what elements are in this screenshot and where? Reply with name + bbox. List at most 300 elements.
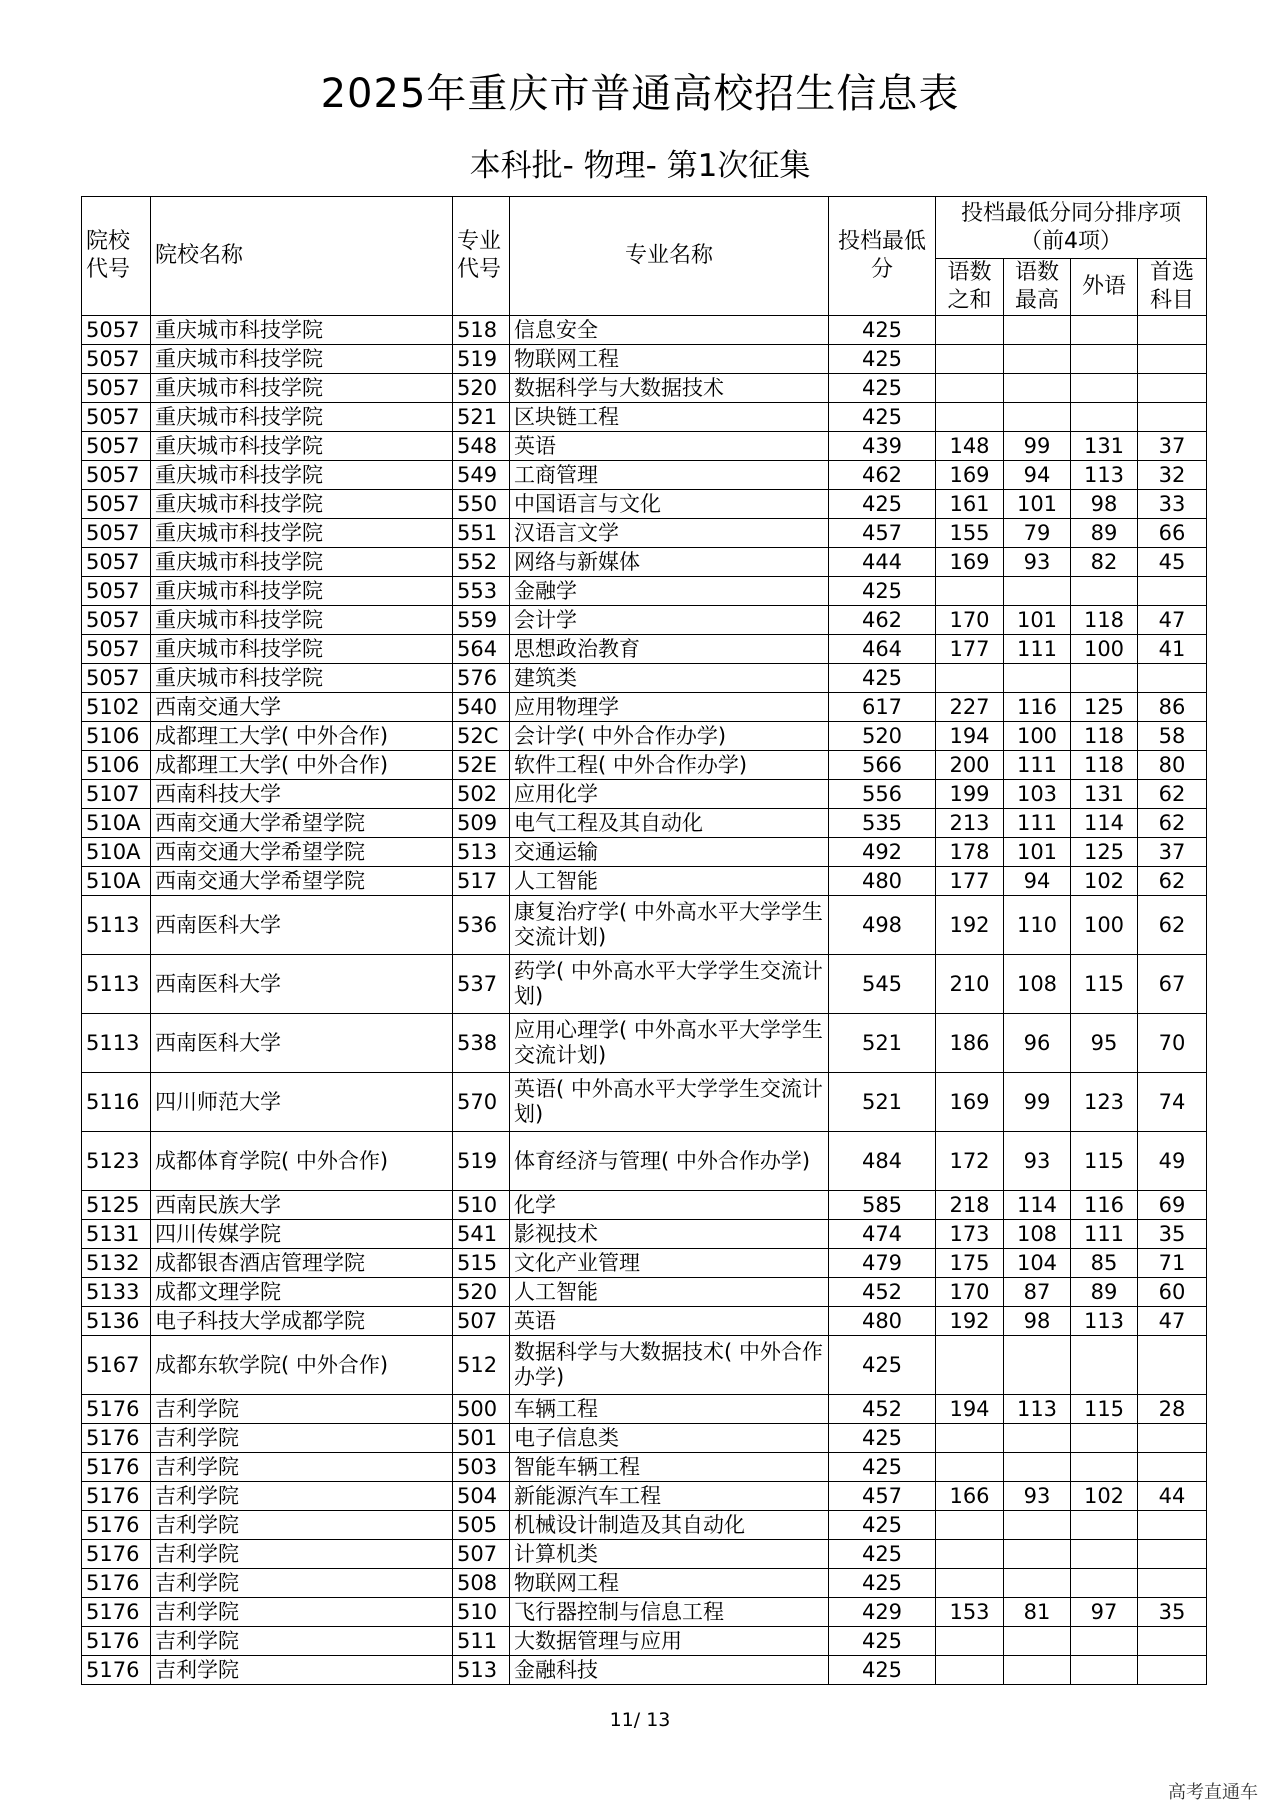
cell-major-name: 计算机类 xyxy=(510,1540,829,1569)
cell-primary-subject: 44 xyxy=(1138,1482,1207,1511)
cell-major-code: 52C xyxy=(453,722,510,751)
cell-school-name: 重庆城市科技学院 xyxy=(151,374,453,403)
table-row xyxy=(82,606,1207,635)
cell-chinese-math-max: 110 xyxy=(1004,896,1071,955)
cell-primary-subject xyxy=(1138,1336,1207,1395)
table-row xyxy=(82,1656,1207,1685)
cell-min-score: 444 xyxy=(829,548,936,577)
cell-min-score: 425 xyxy=(829,345,936,374)
table-row xyxy=(82,1482,1207,1511)
table-row xyxy=(82,751,1207,780)
cell-primary-subject xyxy=(1138,1627,1207,1656)
cell-major-name: 思想政治教育 xyxy=(510,635,829,664)
cell-primary-subject: 86 xyxy=(1138,693,1207,722)
cell-foreign-language xyxy=(1071,1569,1138,1598)
table-row xyxy=(82,1569,1207,1598)
cell-school-name: 成都理工大学( 中外合作) xyxy=(151,722,453,751)
cell-school-code: 510A xyxy=(82,809,151,838)
cell-major-name: 车辆工程 xyxy=(510,1395,829,1424)
cell-chinese-math-max: 87 xyxy=(1004,1278,1071,1307)
cell-primary-subject: 35 xyxy=(1138,1220,1207,1249)
table-row xyxy=(82,1598,1207,1627)
cell-school-name: 西南交通大学希望学院 xyxy=(151,809,453,838)
cell-foreign-language: 118 xyxy=(1071,606,1138,635)
cell-major-name: 物联网工程 xyxy=(510,1569,829,1598)
table-row xyxy=(82,345,1207,374)
cell-primary-subject: 41 xyxy=(1138,635,1207,664)
cell-school-code: 5176 xyxy=(82,1569,151,1598)
table-row xyxy=(82,432,1207,461)
page-subtitle: 本科批- 物理- 第1次征集 xyxy=(469,148,811,184)
cell-school-name: 重庆城市科技学院 xyxy=(151,490,453,519)
cell-school-code: 5057 xyxy=(82,577,151,606)
cell-major-name: 金融学 xyxy=(510,577,829,606)
cell-foreign-language: 100 xyxy=(1071,896,1138,955)
cell-primary-subject: 45 xyxy=(1138,548,1207,577)
cell-min-score: 425 xyxy=(829,1569,936,1598)
cell-chinese-math-max xyxy=(1004,1424,1071,1453)
cell-chinese-math-sum xyxy=(936,1656,1004,1685)
cell-major-code: 518 xyxy=(453,316,510,345)
cell-chinese-math-sum xyxy=(936,1424,1004,1453)
cell-min-score: 521 xyxy=(829,1073,936,1132)
cell-min-score: 452 xyxy=(829,1395,936,1424)
cell-chinese-math-sum: 166 xyxy=(936,1482,1004,1511)
table-row xyxy=(82,722,1207,751)
cell-major-name: 人工智能 xyxy=(510,1278,829,1307)
cell-school-name: 成都银杏酒店管理学院 xyxy=(151,1249,453,1278)
cell-chinese-math-max xyxy=(1004,1336,1071,1395)
cell-min-score: 429 xyxy=(829,1598,936,1627)
cell-school-name: 重庆城市科技学院 xyxy=(151,664,453,693)
cell-school-code: 510A xyxy=(82,867,151,896)
cell-chinese-math-sum xyxy=(936,403,1004,432)
cell-school-name: 西南医科大学 xyxy=(151,896,453,955)
cell-school-name: 重庆城市科技学院 xyxy=(151,345,453,374)
cell-major-name: 电气工程及其自动化 xyxy=(510,809,829,838)
table-row xyxy=(82,664,1207,693)
cell-school-name: 四川传媒学院 xyxy=(151,1220,453,1249)
cell-school-name: 成都文理学院 xyxy=(151,1278,453,1307)
cell-school-name: 吉利学院 xyxy=(151,1627,453,1656)
cell-foreign-language: 102 xyxy=(1071,1482,1138,1511)
cell-major-name: 电子信息类 xyxy=(510,1424,829,1453)
cell-chinese-math-max xyxy=(1004,316,1071,345)
cell-foreign-language: 95 xyxy=(1071,1014,1138,1073)
cell-chinese-math-sum: 192 xyxy=(936,896,1004,955)
cell-major-code: 570 xyxy=(453,1073,510,1132)
cell-chinese-math-sum: 172 xyxy=(936,1132,1004,1191)
table-row xyxy=(82,577,1207,606)
cell-chinese-math-max: 101 xyxy=(1004,606,1071,635)
cell-major-name: 数据科学与大数据技术( 中外合作办学) xyxy=(510,1336,829,1395)
cell-major-name: 文化产业管理 xyxy=(510,1249,829,1278)
cell-chinese-math-sum xyxy=(936,1453,1004,1482)
cell-major-code: 519 xyxy=(453,1132,510,1191)
cell-school-name: 重庆城市科技学院 xyxy=(151,316,453,345)
cell-chinese-math-sum xyxy=(936,577,1004,606)
cell-school-code: 5176 xyxy=(82,1540,151,1569)
cell-foreign-language: 131 xyxy=(1071,432,1138,461)
cell-min-score: 521 xyxy=(829,1014,936,1073)
cell-foreign-language: 89 xyxy=(1071,519,1138,548)
cell-major-name: 软件工程( 中外合作办学) xyxy=(510,751,829,780)
cell-major-code: 548 xyxy=(453,432,510,461)
cell-major-code: 538 xyxy=(453,1014,510,1073)
cell-chinese-math-max xyxy=(1004,577,1071,606)
cell-chinese-math-max: 113 xyxy=(1004,1395,1071,1424)
cell-foreign-language xyxy=(1071,1656,1138,1685)
header-school-name: 院校名称 xyxy=(151,197,453,316)
cell-foreign-language: 102 xyxy=(1071,867,1138,896)
cell-chinese-math-sum xyxy=(936,1627,1004,1656)
cell-major-code: 541 xyxy=(453,1220,510,1249)
cell-chinese-math-sum: 227 xyxy=(936,693,1004,722)
cell-chinese-math-max: 108 xyxy=(1004,955,1071,1014)
header-foreign-language: 外语 xyxy=(1071,259,1138,316)
cell-school-code: 5132 xyxy=(82,1249,151,1278)
cell-chinese-math-max xyxy=(1004,345,1071,374)
cell-primary-subject xyxy=(1138,403,1207,432)
corner-watermark-text: 高考直通车 xyxy=(1168,1782,1258,1803)
cell-foreign-language: 115 xyxy=(1071,1132,1138,1191)
header-chinese-math-max: 语数最高 xyxy=(1004,259,1071,316)
table-body xyxy=(82,316,1207,1685)
cell-foreign-language xyxy=(1071,1540,1138,1569)
cell-major-name: 大数据管理与应用 xyxy=(510,1627,829,1656)
cell-chinese-math-sum: 148 xyxy=(936,432,1004,461)
cell-primary-subject: 62 xyxy=(1138,780,1207,809)
table-row xyxy=(82,1191,1207,1220)
cell-min-score: 479 xyxy=(829,1249,936,1278)
cell-school-name: 吉利学院 xyxy=(151,1482,453,1511)
cell-foreign-language: 97 xyxy=(1071,1598,1138,1627)
cell-foreign-language xyxy=(1071,1336,1138,1395)
table-row xyxy=(82,403,1207,432)
table-row xyxy=(82,1336,1207,1395)
cell-school-name: 吉利学院 xyxy=(151,1453,453,1482)
cell-chinese-math-sum xyxy=(936,1569,1004,1598)
cell-school-name: 重庆城市科技学院 xyxy=(151,577,453,606)
cell-primary-subject: 74 xyxy=(1138,1073,1207,1132)
cell-chinese-math-sum: 161 xyxy=(936,490,1004,519)
cell-chinese-math-sum: 155 xyxy=(936,519,1004,548)
cell-foreign-language xyxy=(1071,577,1138,606)
cell-major-name: 英语 xyxy=(510,432,829,461)
cell-chinese-math-sum: 210 xyxy=(936,955,1004,1014)
header-chinese-math-sum: 语数之和 xyxy=(936,259,1004,316)
cell-foreign-language: 113 xyxy=(1071,461,1138,490)
cell-min-score: 425 xyxy=(829,1336,936,1395)
cell-major-name: 汉语言文学 xyxy=(510,519,829,548)
cell-primary-subject: 62 xyxy=(1138,809,1207,838)
cell-chinese-math-sum: 177 xyxy=(936,635,1004,664)
cell-foreign-language: 123 xyxy=(1071,1073,1138,1132)
cell-school-code: 5176 xyxy=(82,1482,151,1511)
cell-school-name: 西南医科大学 xyxy=(151,955,453,1014)
cell-chinese-math-max xyxy=(1004,1656,1071,1685)
cell-school-code: 5057 xyxy=(82,374,151,403)
cell-chinese-math-max xyxy=(1004,1453,1071,1482)
cell-chinese-math-sum: 194 xyxy=(936,722,1004,751)
cell-min-score: 425 xyxy=(829,1424,936,1453)
cell-major-code: 551 xyxy=(453,519,510,548)
cell-major-name: 交通运输 xyxy=(510,838,829,867)
cell-school-name: 重庆城市科技学院 xyxy=(151,635,453,664)
table-row xyxy=(82,1220,1207,1249)
table-row xyxy=(82,1627,1207,1656)
cell-major-code: 520 xyxy=(453,1278,510,1307)
cell-school-name: 吉利学院 xyxy=(151,1511,453,1540)
cell-major-name: 飞行器控制与信息工程 xyxy=(510,1598,829,1627)
cell-school-name: 西南民族大学 xyxy=(151,1191,453,1220)
cell-major-name: 中国语言与文化 xyxy=(510,490,829,519)
cell-chinese-math-max: 94 xyxy=(1004,461,1071,490)
table-header xyxy=(82,197,1207,316)
cell-min-score: 425 xyxy=(829,1627,936,1656)
cell-school-code: 5057 xyxy=(82,461,151,490)
cell-chinese-math-max xyxy=(1004,1540,1071,1569)
cell-major-code: 553 xyxy=(453,577,510,606)
cell-min-score: 462 xyxy=(829,606,936,635)
cell-primary-subject xyxy=(1138,1424,1207,1453)
cell-primary-subject xyxy=(1138,1453,1207,1482)
cell-chinese-math-max: 111 xyxy=(1004,809,1071,838)
cell-chinese-math-max xyxy=(1004,664,1071,693)
cell-chinese-math-sum: 178 xyxy=(936,838,1004,867)
cell-school-code: 5113 xyxy=(82,1014,151,1073)
cell-major-name: 物联网工程 xyxy=(510,345,829,374)
table-row xyxy=(82,1424,1207,1453)
cell-school-name: 成都理工大学( 中外合作) xyxy=(151,751,453,780)
cell-major-code: 519 xyxy=(453,345,510,374)
cell-foreign-language: 85 xyxy=(1071,1249,1138,1278)
table-row xyxy=(82,1540,1207,1569)
cell-major-code: 509 xyxy=(453,809,510,838)
cell-major-name: 化学 xyxy=(510,1191,829,1220)
table-row xyxy=(82,1307,1207,1336)
cell-chinese-math-sum: 175 xyxy=(936,1249,1004,1278)
cell-foreign-language: 113 xyxy=(1071,1307,1138,1336)
cell-primary-subject xyxy=(1138,577,1207,606)
cell-min-score: 425 xyxy=(829,316,936,345)
cell-major-name: 体育经济与管理( 中外合作办学) xyxy=(510,1132,829,1191)
cell-major-name: 会计学 xyxy=(510,606,829,635)
cell-school-name: 吉利学院 xyxy=(151,1395,453,1424)
cell-foreign-language: 82 xyxy=(1071,548,1138,577)
cell-primary-subject: 32 xyxy=(1138,461,1207,490)
cell-primary-subject xyxy=(1138,316,1207,345)
cell-foreign-language: 114 xyxy=(1071,809,1138,838)
cell-foreign-language xyxy=(1071,374,1138,403)
cell-foreign-language xyxy=(1071,1511,1138,1540)
cell-school-code: 5133 xyxy=(82,1278,151,1307)
cell-min-score: 545 xyxy=(829,955,936,1014)
cell-major-name: 英语( 中外高水平大学学生交流计划) xyxy=(510,1073,829,1132)
cell-school-code: 5057 xyxy=(82,519,151,548)
cell-min-score: 520 xyxy=(829,722,936,751)
cell-chinese-math-max xyxy=(1004,1569,1071,1598)
cell-major-code: 515 xyxy=(453,1249,510,1278)
cell-school-code: 5176 xyxy=(82,1598,151,1627)
page-number: 11/ 13 xyxy=(609,1709,671,1731)
cell-major-code: 559 xyxy=(453,606,510,635)
cell-major-code: 521 xyxy=(453,403,510,432)
cell-school-code: 5125 xyxy=(82,1191,151,1220)
cell-school-name: 吉利学院 xyxy=(151,1598,453,1627)
cell-foreign-language: 111 xyxy=(1071,1220,1138,1249)
cell-school-code: 5107 xyxy=(82,780,151,809)
cell-primary-subject: 70 xyxy=(1138,1014,1207,1073)
cell-major-name: 区块链工程 xyxy=(510,403,829,432)
cell-foreign-language: 118 xyxy=(1071,751,1138,780)
cell-school-code: 5176 xyxy=(82,1424,151,1453)
cell-major-code: 552 xyxy=(453,548,510,577)
table-row xyxy=(82,316,1207,345)
table-row xyxy=(82,955,1207,1014)
table-row xyxy=(82,635,1207,664)
cell-chinese-math-sum: 153 xyxy=(936,1598,1004,1627)
cell-school-name: 西南科技大学 xyxy=(151,780,453,809)
cell-primary-subject xyxy=(1138,374,1207,403)
cell-school-code: 5057 xyxy=(82,664,151,693)
cell-major-name: 智能车辆工程 xyxy=(510,1453,829,1482)
cell-major-name: 应用化学 xyxy=(510,780,829,809)
cell-chinese-math-sum: 186 xyxy=(936,1014,1004,1073)
cell-major-name: 人工智能 xyxy=(510,867,829,896)
cell-min-score: 457 xyxy=(829,519,936,548)
cell-foreign-language: 116 xyxy=(1071,1191,1138,1220)
cell-major-code: 510 xyxy=(453,1191,510,1220)
cell-min-score: 498 xyxy=(829,896,936,955)
cell-min-score: 535 xyxy=(829,809,936,838)
cell-major-code: 511 xyxy=(453,1627,510,1656)
table-row xyxy=(82,1073,1207,1132)
cell-foreign-language xyxy=(1071,345,1138,374)
cell-school-code: 5113 xyxy=(82,955,151,1014)
cell-foreign-language: 131 xyxy=(1071,780,1138,809)
cell-major-code: 505 xyxy=(453,1511,510,1540)
cell-major-name: 建筑类 xyxy=(510,664,829,693)
cell-primary-subject: 80 xyxy=(1138,751,1207,780)
cell-school-name: 重庆城市科技学院 xyxy=(151,548,453,577)
cell-foreign-language: 100 xyxy=(1071,635,1138,664)
table-row xyxy=(82,1249,1207,1278)
cell-chinese-math-max: 99 xyxy=(1004,1073,1071,1132)
cell-chinese-math-max xyxy=(1004,1627,1071,1656)
cell-major-code: 503 xyxy=(453,1453,510,1482)
table-row xyxy=(82,548,1207,577)
cell-chinese-math-sum: 173 xyxy=(936,1220,1004,1249)
cell-chinese-math-max: 96 xyxy=(1004,1014,1071,1073)
cell-school-code: 5057 xyxy=(82,548,151,577)
cell-major-code: 510 xyxy=(453,1598,510,1627)
cell-foreign-language: 125 xyxy=(1071,693,1138,722)
cell-chinese-math-max: 99 xyxy=(1004,432,1071,461)
cell-primary-subject: 35 xyxy=(1138,1598,1207,1627)
cell-school-code: 5057 xyxy=(82,606,151,635)
cell-school-code: 5113 xyxy=(82,896,151,955)
cell-major-code: 513 xyxy=(453,838,510,867)
table-row xyxy=(82,1132,1207,1191)
cell-min-score: 425 xyxy=(829,403,936,432)
cell-primary-subject: 69 xyxy=(1138,1191,1207,1220)
cell-primary-subject xyxy=(1138,345,1207,374)
cell-chinese-math-sum: 200 xyxy=(936,751,1004,780)
cell-major-code: 52E xyxy=(453,751,510,780)
cell-major-code: 507 xyxy=(453,1540,510,1569)
cell-school-code: 5176 xyxy=(82,1656,151,1685)
cell-primary-subject xyxy=(1138,1540,1207,1569)
cell-major-name: 机械设计制造及其自动化 xyxy=(510,1511,829,1540)
cell-foreign-language: 125 xyxy=(1071,838,1138,867)
cell-chinese-math-max: 81 xyxy=(1004,1598,1071,1627)
cell-min-score: 492 xyxy=(829,838,936,867)
cell-primary-subject: 62 xyxy=(1138,867,1207,896)
cell-min-score: 425 xyxy=(829,1453,936,1482)
cell-major-name: 英语 xyxy=(510,1307,829,1336)
cell-chinese-math-max: 101 xyxy=(1004,838,1071,867)
cell-chinese-math-sum: 177 xyxy=(936,867,1004,896)
cell-chinese-math-max xyxy=(1004,403,1071,432)
cell-min-score: 425 xyxy=(829,490,936,519)
cell-chinese-math-max: 79 xyxy=(1004,519,1071,548)
cell-major-name: 影视技术 xyxy=(510,1220,829,1249)
cell-min-score: 425 xyxy=(829,1656,936,1685)
cell-chinese-math-max: 93 xyxy=(1004,1132,1071,1191)
cell-min-score: 617 xyxy=(829,693,936,722)
cell-school-code: 5116 xyxy=(82,1073,151,1132)
cell-school-code: 5176 xyxy=(82,1453,151,1482)
cell-chinese-math-sum xyxy=(936,1540,1004,1569)
cell-school-code: 5176 xyxy=(82,1395,151,1424)
cell-school-code: 5136 xyxy=(82,1307,151,1336)
cell-school-name: 重庆城市科技学院 xyxy=(151,432,453,461)
cell-school-name: 西南交通大学 xyxy=(151,693,453,722)
cell-major-code: 536 xyxy=(453,896,510,955)
cell-foreign-language xyxy=(1071,316,1138,345)
cell-primary-subject xyxy=(1138,1656,1207,1685)
cell-chinese-math-sum: 218 xyxy=(936,1191,1004,1220)
cell-primary-subject: 71 xyxy=(1138,1249,1207,1278)
cell-major-code: 504 xyxy=(453,1482,510,1511)
cell-major-code: 502 xyxy=(453,780,510,809)
cell-chinese-math-sum xyxy=(936,1511,1004,1540)
cell-primary-subject: 62 xyxy=(1138,896,1207,955)
cell-chinese-math-max: 111 xyxy=(1004,751,1071,780)
cell-min-score: 464 xyxy=(829,635,936,664)
cell-foreign-language xyxy=(1071,403,1138,432)
cell-chinese-math-max: 93 xyxy=(1004,548,1071,577)
cell-school-code: 5123 xyxy=(82,1132,151,1191)
cell-chinese-math-sum xyxy=(936,1336,1004,1395)
cell-min-score: 480 xyxy=(829,1307,936,1336)
table-row xyxy=(82,519,1207,548)
cell-school-name: 吉利学院 xyxy=(151,1656,453,1685)
cell-primary-subject xyxy=(1138,664,1207,693)
cell-major-code: 517 xyxy=(453,867,510,896)
cell-school-code: 5057 xyxy=(82,432,151,461)
cell-major-name: 药学( 中外高水平大学学生交流计划) xyxy=(510,955,829,1014)
cell-chinese-math-max: 104 xyxy=(1004,1249,1071,1278)
cell-foreign-language xyxy=(1071,1424,1138,1453)
cell-primary-subject: 67 xyxy=(1138,955,1207,1014)
cell-primary-subject: 66 xyxy=(1138,519,1207,548)
cell-foreign-language xyxy=(1071,1627,1138,1656)
cell-primary-subject: 47 xyxy=(1138,1307,1207,1336)
header-major-code: 专业代号 xyxy=(453,197,510,316)
cell-school-name: 西南交通大学希望学院 xyxy=(151,838,453,867)
